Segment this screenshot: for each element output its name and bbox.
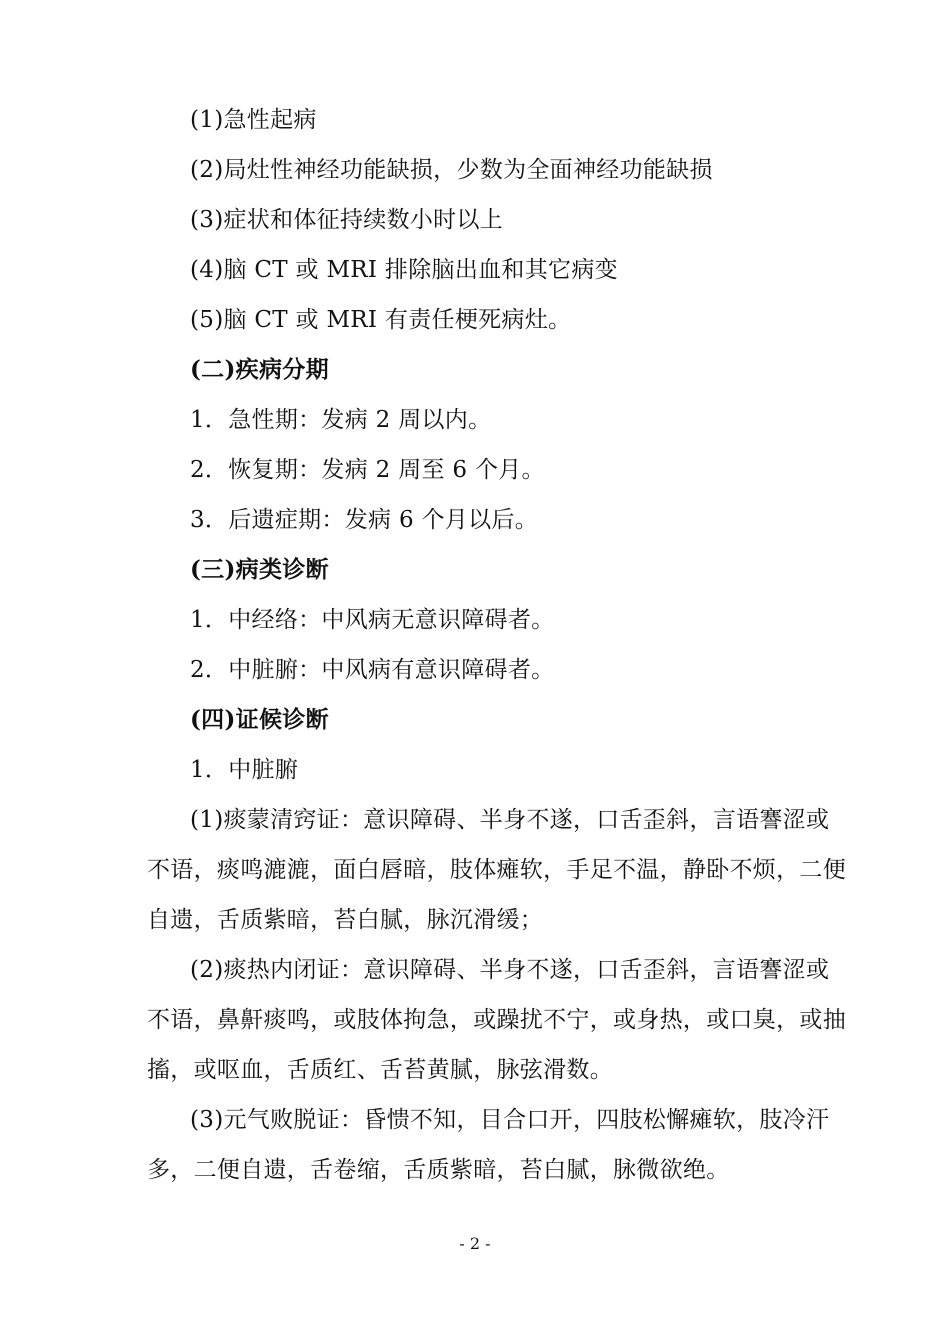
syndrome-1-line-3: 自遗，舌质紫暗，苔白腻，脉沉滑缓； [147,907,544,933]
stage-sequela: 3．后遗症期：发病 6 个月以后。 [190,507,538,533]
type-viscera: 2．中脏腑：中风病有意识障碍者。 [190,657,555,683]
syndrome-3-line-2: 多，二便自遗，舌卷缩，舌质紫暗，苔白腻，脉微欲绝。 [147,1157,730,1183]
syndrome-3-line-1: (3)元气败脱证：昏愦不知，目合口开，四肢松懈瘫软，肢冷汗 [190,1107,830,1133]
stage-recovery: 2．恢复期：发病 2 周至 6 个月。 [190,457,545,483]
section-heading-syndrome: (四)证候诊断 [190,706,329,733]
syndrome-2-line-1: (2)痰热内闭证：意识障碍、半身不遂，口舌歪斜，言语謇涩或 [190,957,830,983]
criterion-5: (5)脑 CT 或 MRI 有责任梗死病灶。 [190,307,572,333]
syndrome-2-line-2: 不语，鼻鼾痰鸣，或肢体拘急，或躁扰不宁，或身热，或口臭，或抽 [147,1007,846,1033]
criterion-3: (3)症状和体征持续数小时以上 [190,207,504,233]
syndrome-2-line-3: 搐，或呕血，舌质红、舌苔黄腻，脉弦滑数。 [147,1057,613,1083]
page-number: - 2 - [459,1234,491,1253]
stage-acute: 1．急性期：发病 2 周以内。 [190,407,492,433]
criterion-1: (1)急性起病 [190,107,317,133]
type-meridian: 1．中经络：中风病无意识障碍者。 [190,607,555,633]
syndrome-1-line-2: 不语，痰鸣漉漉，面白唇暗，肢体瘫软，手足不温，静卧不烦，二便 [147,857,846,883]
section-heading-disease-type: (三)病类诊断 [190,556,329,583]
criterion-2: (2)局灶性神经功能缺损，少数为全面神经功能缺损 [190,157,713,183]
criterion-4: (4)脑 CT 或 MRI 排除脑出血和其它病变 [190,257,618,283]
syndrome-1-line-1: (1)痰蒙清窍证：意识障碍、半身不遂，口舌歪斜，言语謇涩或 [190,807,830,833]
syndrome-subheading: 1．中脏腑 [190,757,299,783]
section-heading-disease-staging: (二)疾病分期 [190,356,329,383]
